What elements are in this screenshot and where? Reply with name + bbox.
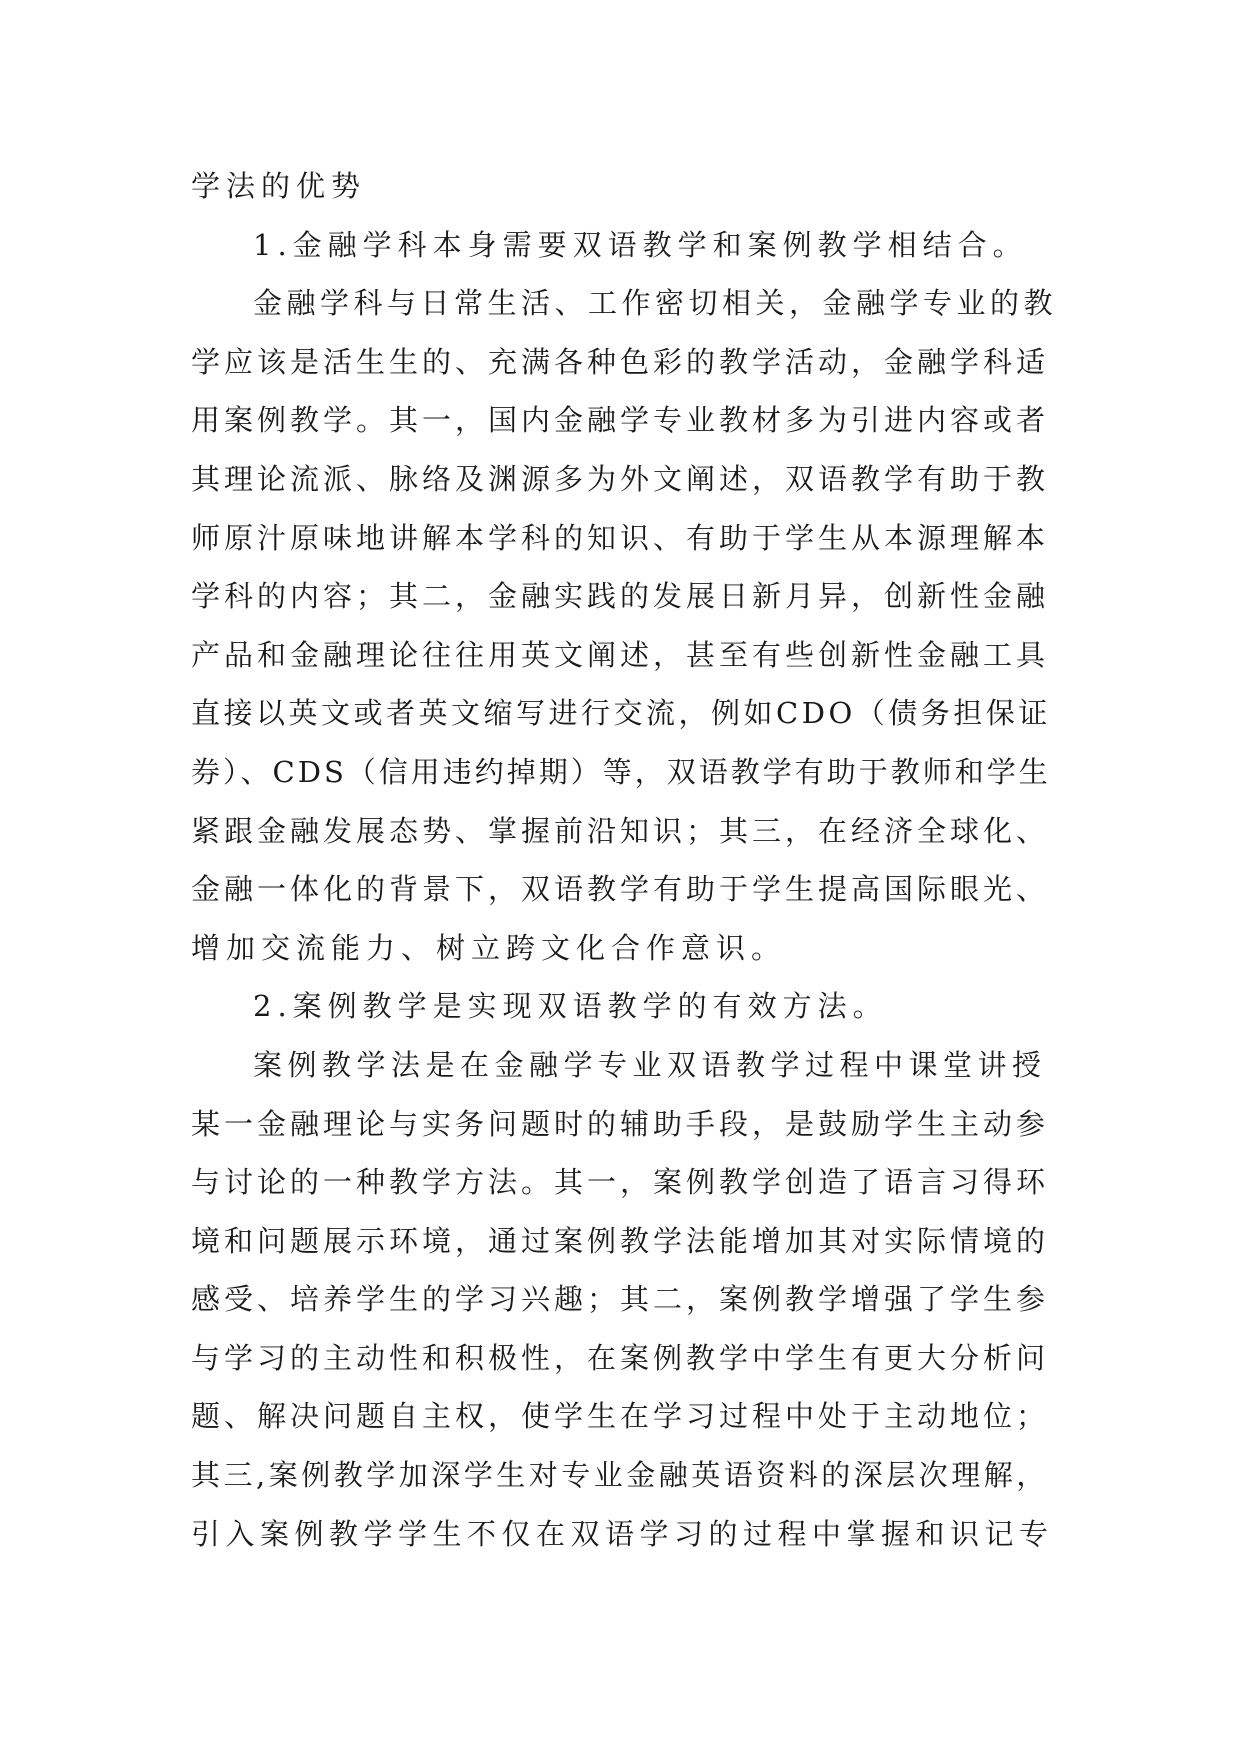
- text-line: 金融一体化的背景下，双语教学有助于学生提高国际眼光、: [191, 872, 1050, 907]
- text-line: 引入案例教学学生不仅在双语学习的过程中掌握和识记专: [191, 1516, 1054, 1551]
- body-text: [191, 157, 1057, 1563]
- text-line: 紧跟金融发展态势、掌握前沿知识；其三，在经济全球化、: [191, 813, 1050, 848]
- text-line: 1.金融学科本身需要双语教学和案例教学相结合。: [253, 227, 1028, 262]
- text-line: 直接以英文或者英文缩写进行交流，例如CDO（债务担保证: [191, 696, 1051, 731]
- text-line: 学科的内容；其二，金融实践的发展日新月异，创新性金融: [191, 579, 1050, 614]
- text-line: 用案例教学。其一，国内金融学专业教材多为引进内容或者: [191, 403, 1050, 438]
- text-line: 其三,案例教学加深学生对专业金融英语资料的深层次理解，: [191, 1458, 1049, 1493]
- text-line: 增加交流能力、树立跨文化合作意识。: [191, 930, 787, 965]
- text-line: 金融学科与日常生活、工作密切相关，金融学专业的教: [253, 286, 1058, 321]
- text-line: 题、解决问题自主权，使学生在学习过程中处于主动地位；: [191, 1399, 1050, 1434]
- text-line: 产品和金融理论往往用英文阐述，甚至有些创新性金融工具: [191, 637, 1050, 672]
- text-line: 学法的优势: [191, 169, 367, 203]
- text-line: 其理论流派、脉络及渊源多为外文阐述，双语教学有助于教: [191, 461, 1050, 496]
- text-line: 师原汁原味地讲解本学科的知识、有助于学生从本源理解本: [191, 520, 1050, 555]
- text-line: 某一金融理论与实务问题时的辅助手段，是鼓励学生主动参: [191, 1106, 1050, 1141]
- text-line: 案例教学法是在金融学专业双语教学过程中课堂讲授: [253, 1047, 1047, 1082]
- text-line: 感受、培养学生的学习兴趣；其二，案例教学增强了学生参: [191, 1282, 1050, 1317]
- text-line: 境和问题展示环境，通过案例教学法能增加其对实际情境的: [191, 1223, 1050, 1258]
- text-line: 与学习的主动性和积极性，在案例教学中学生有更大分析问: [191, 1340, 1050, 1375]
- text-line: 2.案例教学是实现双语教学的有效方法。: [253, 989, 888, 1024]
- text-line: 券）、CDS（信用违约掉期）等，双语教学有助于教师和学生: [191, 754, 1051, 789]
- text-line: 学应该是活生生的、充满各种色彩的教学活动，金融学科适: [191, 344, 1050, 379]
- text-line: 与讨论的一种教学方法。其一，案例教学创造了语言习得环: [191, 1165, 1050, 1200]
